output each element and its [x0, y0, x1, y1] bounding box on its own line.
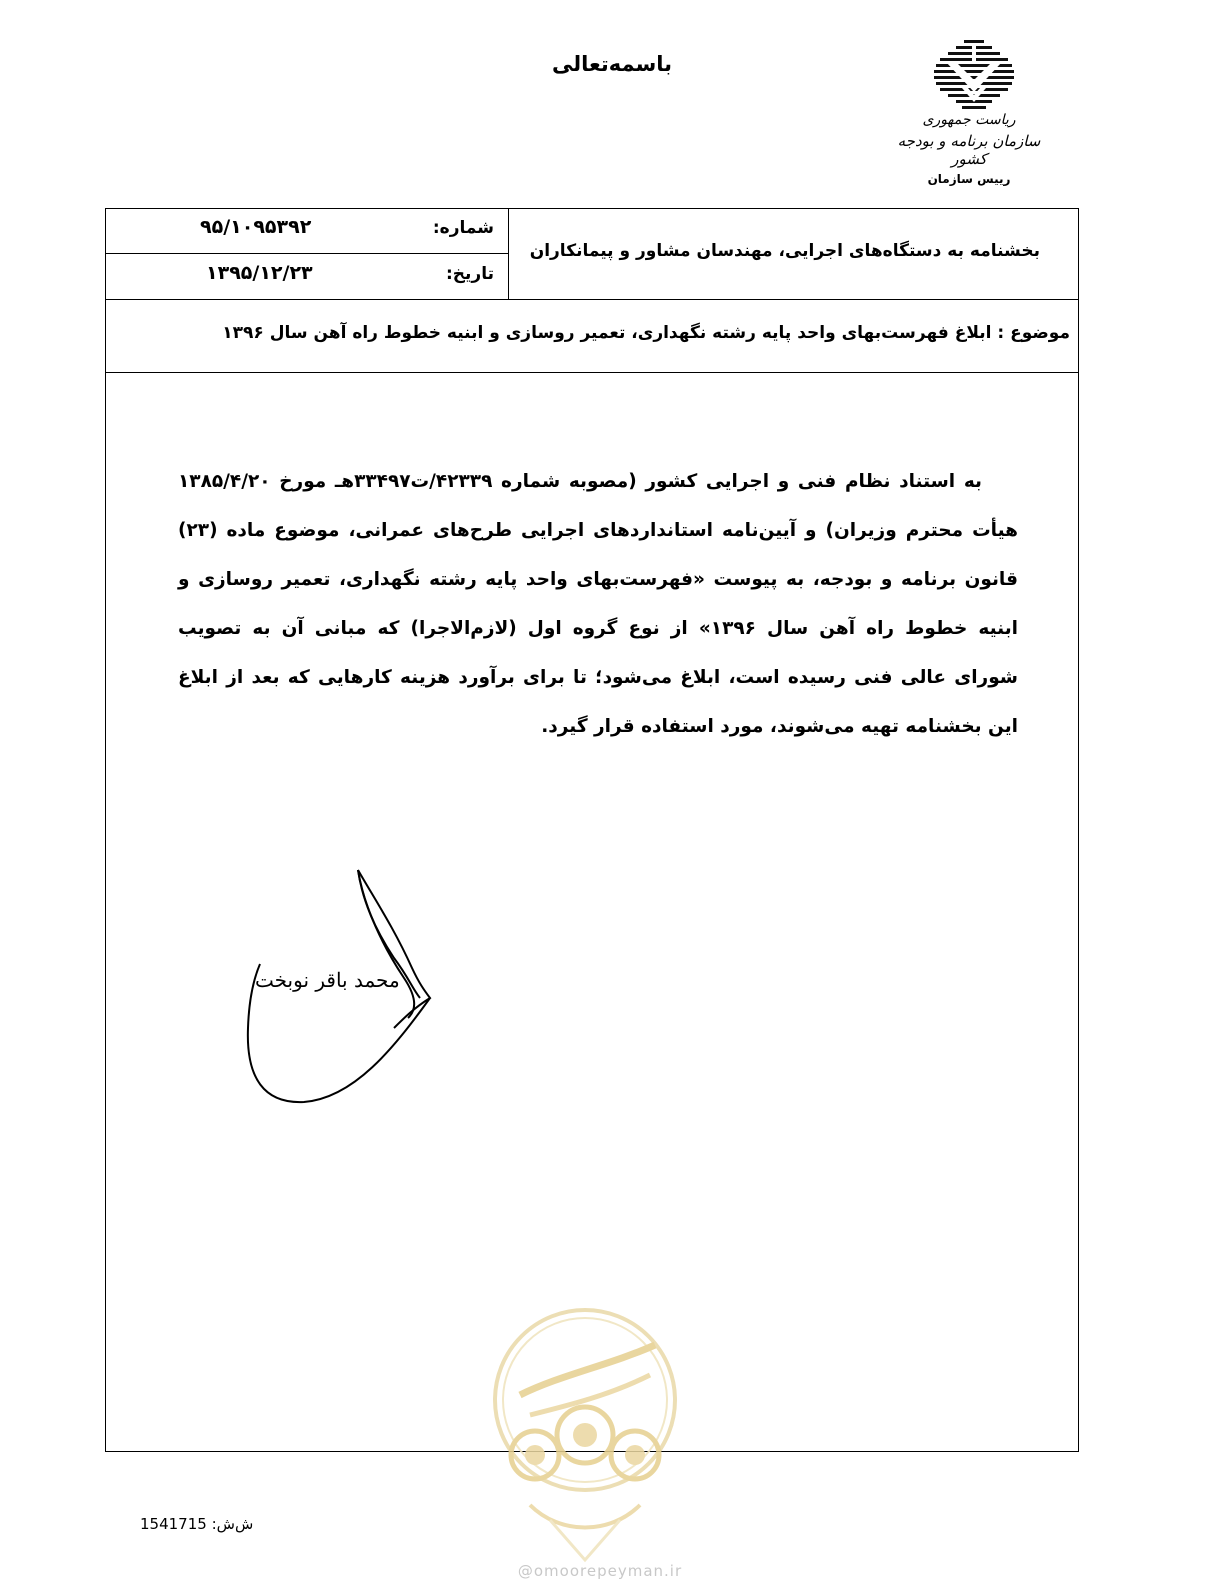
- subject-label: موضوع :: [997, 323, 1070, 343]
- number-value: ۹۵/۱۰۹۵۳۹۲: [200, 216, 312, 238]
- subject-line: [222, 323, 1070, 343]
- invocation-heading: باسمه‌تعالی: [552, 52, 672, 76]
- serial-value: 1541715: [140, 1515, 207, 1533]
- letter-frame: [105, 208, 1079, 1452]
- subject-divider: [105, 372, 1079, 373]
- serial-number: [140, 1515, 253, 1533]
- body-paragraph: به استناد نظام فنی و اجرایی کشور (مصوبه شماره ۴۲۳۳۹/ت۳۳۴۹۷هـ مورخ ۱۳۸۵/۴/۲۰ هیأت محترم وزیران) و آیین‌نامه استانداردهای اجرایی طرح‌های عمرانی، موضوع ماده (۲۳) قانون برنامه و بودجه، به پیوست «فهرست‌بهای واحد پایه رشته نگهداری، تعمیر روسازی و ابنیه خطوط راه آهن سال ۱۳۹۶» از نوع گروه اول (لازم‌الاجرا) که مبانی آن به تصویب شورای عالی فنی رسیده است، ابلاغ می‌شود؛ تا برای برآورد هزینه کارهایی که بعد از ابلاغ این بخشنامه تهیه می‌شوند، مورد استفاده قرار گیرد.: [178, 471, 1018, 737]
- organization-block: [880, 112, 1058, 186]
- header-column-divider: [508, 208, 509, 300]
- header-divider: [105, 299, 1079, 300]
- org-line-head: رییس سازمان: [927, 172, 1011, 186]
- org-line-organization: سازمان برنامه و بودجه کشور: [897, 132, 1041, 168]
- meta-divider: [105, 253, 508, 254]
- subject-text: ابلاغ فهرست‌بهای واحد پایه رشته نگهداری، تعمیر روسازی و ابنیه خطوط راه آهن سال ۱۳۹۶: [222, 323, 992, 343]
- org-line-presidency: ریاست جمهوری: [922, 112, 1016, 128]
- letter-body: [178, 457, 1018, 751]
- signatory-name: محمد باقر نوبخت: [255, 968, 400, 992]
- serial-label: ش‌ش:: [211, 1515, 254, 1533]
- number-label: شماره:: [432, 218, 494, 238]
- watermark-url: @omoorepeyman.ir: [517, 1562, 683, 1580]
- government-emblem-icon: [932, 40, 1016, 116]
- date-value: ۱۳۹۵/۱۲/۲۳: [206, 262, 313, 284]
- recipients-line: بخشنامه به دستگاه‌های اجرایی، مهندسان مشاور و پیمانکاران: [529, 241, 1040, 261]
- omoorepeyman-watermark-logo: [490, 1305, 680, 1580]
- date-label: تاریخ:: [446, 264, 494, 284]
